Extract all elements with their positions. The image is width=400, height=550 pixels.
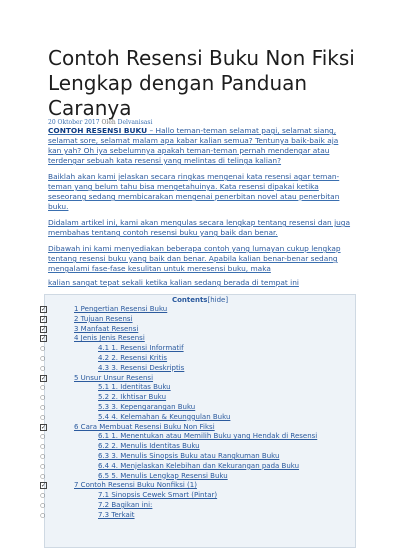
toc-item[interactable] (41, 481, 355, 491)
table-of-contents (40, 294, 356, 548)
checkbox-icon: ✓ (41, 325, 47, 333)
article-body (48, 126, 354, 294)
toc-item-label[interactable]: 1 Pengertian Resensi Buku (74, 305, 168, 313)
toc-item-label[interactable]: 7.2 Bagikan ini: (98, 500, 153, 509)
toc-item-label[interactable]: 5.1 1. Identitas Buku (98, 383, 171, 392)
bullet-circle-icon: ○ (40, 492, 46, 500)
toc-item[interactable] (41, 324, 355, 335)
toc-item[interactable] (40, 402, 355, 413)
toc-item-label[interactable]: 7 Contoh Resensi Buku Nonfiksi (1) (74, 481, 197, 490)
toc-item[interactable] (40, 451, 355, 462)
bullet-circle-icon: ○ (40, 433, 46, 441)
paragraph-1[interactable] (48, 126, 354, 166)
toc-item[interactable] (40, 383, 355, 393)
toc-item-label[interactable]: 4.3 3. Resensi Deskriptis (98, 363, 185, 372)
toc-item[interactable] (41, 334, 355, 344)
post-date-link[interactable]: 20 Oktober 2017 (48, 119, 100, 126)
bullet-circle-icon: ○ (40, 413, 46, 421)
keyword-strong: CONTOH RESENSI BUKU (48, 126, 148, 135)
toc-list (40, 305, 355, 521)
bullet-circle-icon: ○ (40, 364, 46, 372)
bullet-circle-icon: ○ (40, 462, 46, 470)
bullet-circle-icon: ○ (40, 443, 46, 451)
toc-item[interactable] (40, 393, 355, 403)
checkbox-icon: ✓ (41, 423, 47, 431)
toc-item-label[interactable]: 5.2 2. Ikhtisar Buku (98, 393, 167, 402)
toc-item-label[interactable]: 6.1 1. Menentukan atau Memilih Buku yang Hendak di Resensi (98, 432, 318, 441)
toc-item-label[interactable]: 7.1 Sinopsis Cewek Smart (Pintar) (98, 491, 218, 500)
toc-item[interactable] (40, 510, 355, 521)
toc-item[interactable] (40, 412, 355, 423)
toc-item-label[interactable]: 3 Manfaat Resensi (74, 324, 139, 333)
checkbox-icon: ✓ (41, 315, 47, 323)
toc-item[interactable] (40, 471, 355, 482)
post-by-label: Oleh (101, 119, 116, 126)
toc-item[interactable] (41, 373, 355, 384)
bullet-circle-icon: ○ (40, 394, 46, 402)
bullet-circle-icon: ○ (40, 403, 46, 411)
bullet-circle-icon: ○ (40, 345, 46, 353)
toc-item-label[interactable]: 4.2 2. Resensi Kritis (98, 353, 168, 362)
bullet-circle-icon: ○ (40, 501, 46, 509)
paragraph-1-text: – Hallo teman-teman selamat pagi, selamat siang, selamat sore, selamat malam apa kabar kalian semua? Tentunya baik-baik aja kan yah? Oh iya sebelumnya apakah teman-teman pernah mendengar atau terdengar sebuah kata resensi yang melintas di telinga kalian? (48, 126, 339, 165)
paragraph-2[interactable]: Baiklah akan kami jelaskan secara ringkas mengenai kata resensi agar teman-teman yang belum tahu bisa mengetahuinya. Kata resensi dipakai ketika seseorang sedang membicarakan mengenai penerbitan novel atau penerbitan buku. (48, 172, 340, 211)
bullet-circle-icon: ○ (40, 472, 46, 480)
author-link[interactable]: Delvanisasi (117, 119, 153, 126)
checkbox-icon: ✓ (41, 306, 47, 313)
toc-item[interactable] (41, 314, 355, 325)
toc-header (45, 295, 355, 305)
checkbox-icon: ✓ (41, 482, 47, 490)
toc-item[interactable] (40, 432, 355, 442)
toc-item[interactable] (40, 500, 355, 511)
toc-item-label[interactable]: 6.4 4. Menjelaskan Kelebihan dan Kekurangan pada Buku (98, 461, 300, 470)
toc-item-label[interactable]: 7.3 Terkait (98, 510, 135, 519)
toc-item-label[interactable]: 4.1 1. Resensi Informatif (98, 344, 184, 353)
post-meta (48, 119, 152, 126)
toc-item[interactable] (41, 422, 355, 433)
toc-item-label[interactable]: 5 Unsur Unsur Resensi (74, 373, 154, 382)
toc-hide-toggle[interactable]: [hide] (207, 296, 229, 304)
toc-item[interactable] (41, 305, 355, 315)
checkbox-icon: ✓ (41, 335, 47, 343)
toc-item-label[interactable]: 6.3 3. Menulis Sinopsis Buku atau Rangkuman Buku (98, 451, 280, 460)
toc-item-label[interactable]: 4 Jenis Jenis Resensi (74, 334, 145, 343)
toc-item[interactable] (40, 344, 355, 354)
toc-item[interactable] (40, 442, 355, 452)
toc-item[interactable] (40, 491, 355, 501)
toc-item-label[interactable]: 6.5 5. Menulis Lengkap Resensi Buku (98, 471, 228, 480)
bullet-circle-icon: ○ (40, 384, 46, 392)
toc-item-label[interactable]: 6 Cara Membuat Resensi Buku Non Fiksi (74, 422, 215, 431)
checkbox-icon: ✓ (41, 374, 47, 382)
toc-item-label[interactable]: 6.2 2. Menulis Identitas Buku (98, 442, 200, 451)
paragraph-5[interactable]: kalian sangat tepat sekali ketika kalian sedang berada di tempat ini (48, 278, 299, 287)
toc-item[interactable] (40, 353, 355, 364)
toc-title: Contents (171, 296, 208, 304)
bullet-circle-icon: ○ (40, 452, 46, 460)
toc-item-label[interactable]: 2 Tujuan Resensi (74, 314, 133, 323)
toc-item[interactable] (40, 461, 355, 472)
bullet-circle-icon: ○ (40, 511, 46, 519)
bullet-circle-icon: ○ (40, 354, 46, 362)
page-title: Contoh Resensi Buku Non Fiksi Lengkap dengan Panduan Caranya (48, 46, 355, 120)
paragraph-3[interactable]: Didalam artikel ini, kami akan mengulas secara lengkap tentang resensi dan juga membahas tentang contoh resensi buku yang baik dan benar. (48, 218, 351, 237)
toc-item-label[interactable]: 5.4 4. Kelemahan & Keunggulan Buku (98, 412, 231, 421)
paragraph-4[interactable]: Dibawah ini kami menyediakan beberapa contoh yang lumayan cukup lengkap tentang resensi buku yang baik dan benar. Apabila kalian benar-benar sedang mengalami fase-fase kesulitan untuk meresensi buku, maka (48, 244, 341, 273)
toc-item[interactable] (40, 363, 355, 374)
toc-item-label[interactable]: 5.3 3. Kepengarangan Buku (98, 402, 196, 411)
